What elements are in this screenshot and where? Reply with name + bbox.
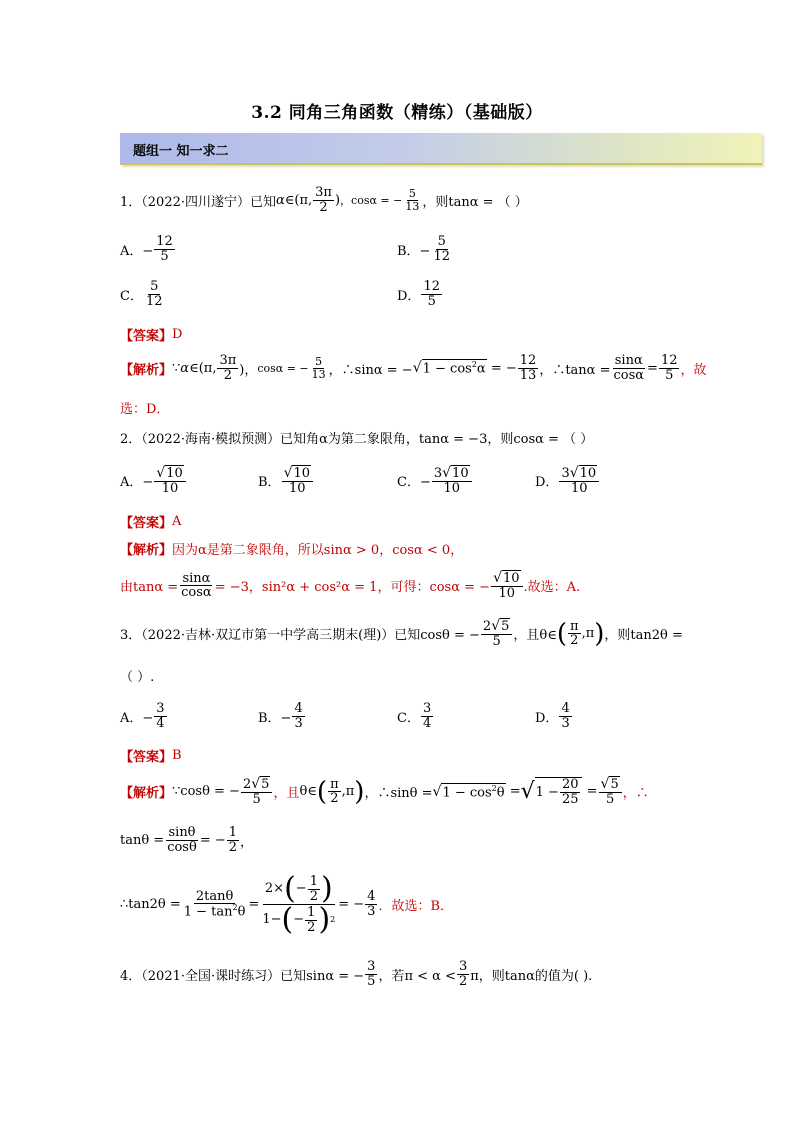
q3-stem-line2: （ ）. [120,670,155,685]
q3-option-b: B．− $\frac{4}{3}$ [258,701,303,731]
question-1-stem: 1．（2022·四川遂宁）已知 α ∈(π, $\frac{3\pi}{2}$ ) ，cosα = − $\frac{5}{13}$ ，则tanα = （ ） [120,185,528,215]
q3-answer: 【答案】 B [120,748,182,765]
q2-option-c: C．− $\frac{3√10}{10}$ [397,466,473,495]
q1-option-a: A．− $\frac{12}{5}$ [120,234,173,264]
q3-analysis: 【解析】 ∵cosθ = − $\frac{2√5}{5}$ ，且 θ∈ ( $\frac{\pi}{2}$ ,π ) ，∴sinθ = √ $1 - \cos^2\theta$ = √ 1 − $\frac{20}{25}$ = $\frac{√5}{5}$ ，∴ [120,776,649,807]
q3-analysis-tan: tanθ = $\frac{\sin\theta}{\cos\theta}$ = − $\frac{1}{2}$ ， [120,825,254,855]
section-title: 题组一 知一求二 [133,144,229,159]
q3-analysis-tan2: ∴tan2θ = $\frac{2\tan\theta}{1 - \tan^2\theta}$ = 2× ( − $\frac{1}{2}$ ) 1− ( − $\frac{1}{2}$ ) 2 = − $\frac{4}{3}$ ．故选：B． [120,871,454,937]
section-header [120,133,762,165]
q3-option-a: A．− $\frac{3}{4}$ [120,701,165,731]
q1-answer: 【答案】 D [120,327,183,344]
q3-option-c: C． $\frac{3}{4}$ [397,701,432,731]
q2-analysis-line2: 由tanα = $\frac{\sin\alpha}{\cos\alpha}$ = −3，sin²α + cos²α = 1，可得：cosα = − $\frac{√10}{10}$ .故选：A. [120,570,581,601]
q2-answer: 【答案】 A [120,514,182,531]
q1-analysis-line2: 选：D． [120,402,170,417]
q1-analysis: 【解析】 ∵ α ∈(π, $\frac{3\pi}{2}$ )， cosα = − $\frac{5}{13}$ ，∴sinα = − √ $1 - \cos^2\alpha$ = − $\frac{12}{13}$ ，∴tanα = $\frac{\sin\alpha}{\cos\alpha}$ = $\frac{12}{5}$ ，故 [120,353,707,383]
q1-option-c: C． $\frac{5}{12}$ [120,279,163,309]
q2-analysis: 【解析】 因为α是第二象限角，所以sinα > 0，cosα < 0， [120,543,464,558]
question-3-stem: 3．（2022·吉林·双辽市第一中学高三期末(理)）已知cosθ = − $\frac{2√5}{5}$ ，且θ∈ ( $\frac{\pi}{2}$ ,π ) ，则tan2θ = [120,618,683,649]
q2-option-d: D． $\frac{3√10}{10}$ [535,466,600,495]
q1-option-b: B．− $\frac{5}{12}$ [397,234,450,264]
q3-option-d: D． $\frac{4}{3}$ [535,701,570,731]
page-title: 3.2 同角三角函数（精练）（基础版） [251,103,543,123]
q1-option-d: D． $\frac{12}{5}$ [397,279,440,309]
q2-option-a: A．− $\frac{√10}{10}$ [120,466,187,495]
question-2-stem: 2．（2022·海南·模拟预测）已知角α为第二象限角，tanα = −3，则cosα = （ ） [120,432,594,447]
q2-option-b: B． $\frac{√10}{10}$ [258,466,314,495]
question-4-stem: 4．（2021·全国·课时练习）已知sinα = − $\frac{3}{5}$ ，若π < α < $\frac{3}{2}$ π，则tanα的值为( ). [120,959,593,989]
